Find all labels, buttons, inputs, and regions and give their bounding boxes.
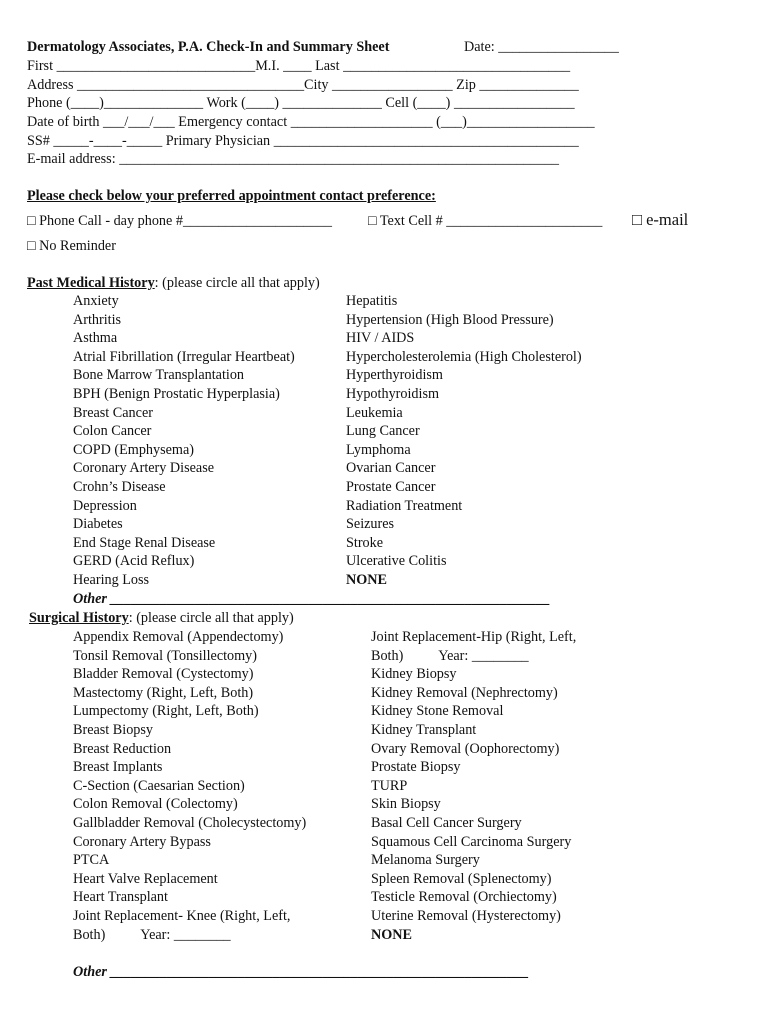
medical-item[interactable]: COPD (Emphysema) xyxy=(73,441,194,458)
medical-item[interactable]: Crohn’s Disease xyxy=(73,478,166,495)
surgical-item-year[interactable]: Both) Year: ________ xyxy=(73,926,231,943)
medical-item[interactable]: Hearing Loss xyxy=(73,571,150,588)
medical-item[interactable]: Ulcerative Colitis xyxy=(346,553,447,570)
phone-fields[interactable]: Phone (____)______________ Work (____) ______________ Cell (____) _________________ xyxy=(27,95,575,111)
medical-item[interactable]: GERD (Acid Reflux) xyxy=(73,553,195,570)
date-field[interactable]: Date: _________________ xyxy=(464,39,619,55)
surgical-item[interactable]: Testicle Removal (Orchiectomy) xyxy=(371,889,557,906)
surgical-item[interactable]: Prostate Biopsy xyxy=(371,759,461,776)
surgical-item-year[interactable]: Both) Year: ________ xyxy=(371,647,529,664)
surgical-item-none[interactable]: NONE xyxy=(371,926,412,943)
surgical-item[interactable]: TURP xyxy=(371,777,408,794)
surgical-item[interactable]: Mastectomy (Right, Left, Both) xyxy=(73,684,254,701)
page-title: Dermatology Associates, P.A. Check-In and Summary Sheet xyxy=(27,39,390,55)
medical-item[interactable]: Coronary Artery Disease xyxy=(73,460,215,477)
surgical-history-heading: Surgical History xyxy=(29,610,129,626)
ss-physician-fields[interactable]: SS# _____-____-_____ Primary Physician ___________________________________________ xyxy=(27,133,579,149)
text-cell-option[interactable]: □ Text Cell # ______________________ xyxy=(368,213,603,229)
medical-item[interactable]: Bone Marrow Transplantation xyxy=(73,367,245,384)
surgical-item[interactable]: Kidney Removal (Nephrectomy) xyxy=(371,684,558,701)
email-option[interactable]: □ e-mail xyxy=(632,210,689,229)
surgical-item[interactable]: Skin Biopsy xyxy=(371,796,441,813)
surgical-item[interactable]: Kidney Stone Removal xyxy=(371,703,504,720)
medical-history-header xyxy=(27,274,320,292)
medical-item[interactable]: Hypertension (High Blood Pressure) xyxy=(346,311,554,328)
medical-item[interactable]: Lung Cancer xyxy=(346,423,420,440)
medical-item[interactable]: Stroke xyxy=(346,534,384,551)
email-field[interactable]: E-mail address: ______________________________________________________________ xyxy=(27,151,560,167)
name-fields[interactable]: First ____________________________M.I. ____ Last ________________________________ xyxy=(27,58,571,74)
surgical-item[interactable]: Heart Transplant xyxy=(73,889,168,906)
surgical-item[interactable]: Ovary Removal (Oophorectomy) xyxy=(371,740,560,757)
surgical-item[interactable]: Breast Biopsy xyxy=(73,721,153,738)
surgical-item[interactable]: Gallbladder Removal (Cholecystectomy) xyxy=(73,814,307,831)
address-fields[interactable]: Address ________________________________City _________________ Zip ______________ xyxy=(27,77,579,93)
medical-left-column xyxy=(73,292,295,590)
surgical-item[interactable]: Squamous Cell Carcinoma Surgery xyxy=(371,833,572,850)
medical-item[interactable]: End Stage Renal Disease xyxy=(73,534,216,551)
surgical-item[interactable]: Joint Replacement- Knee (Right, Left, xyxy=(73,907,291,924)
medical-item[interactable]: Depression xyxy=(73,497,137,514)
medical-item[interactable]: Ovarian Cancer xyxy=(346,460,436,477)
surgical-item[interactable]: Bladder Removal (Cystectomy) xyxy=(73,666,254,683)
contact-preference-heading: Please check below your preferred appointment contact preference: xyxy=(27,188,436,204)
medical-item[interactable]: Hepatitis xyxy=(346,293,398,309)
medical-item-none[interactable]: NONE xyxy=(346,571,387,588)
medical-item[interactable]: Hypothyroidism xyxy=(346,385,440,402)
surgical-right-column xyxy=(371,628,576,944)
surgical-item[interactable]: Heart Valve Replacement xyxy=(73,870,218,887)
surgical-item[interactable]: Uterine Removal (Hysterectomy) xyxy=(371,907,561,924)
no-reminder-option[interactable]: □ No Reminder xyxy=(27,238,116,254)
medical-item[interactable]: BPH (Benign Prostatic Hyperplasia) xyxy=(73,385,280,402)
surgical-item[interactable]: Coronary Artery Bypass xyxy=(73,833,211,850)
medical-history-note: : (please circle all that apply) xyxy=(154,275,320,291)
medical-item[interactable]: Leukemia xyxy=(346,404,403,421)
medical-item[interactable]: Seizures xyxy=(346,516,395,533)
surgical-other-field[interactable]: Other ___________________________________________________________ xyxy=(73,964,529,980)
medical-item[interactable]: Anxiety xyxy=(73,293,119,309)
medical-item[interactable]: Asthma xyxy=(73,330,118,347)
surgical-item[interactable]: Joint Replacement-Hip (Right, Left, xyxy=(371,629,577,645)
surgical-item[interactable]: Breast Implants xyxy=(73,759,163,776)
surgical-item[interactable]: Kidney Transplant xyxy=(371,721,477,738)
medical-item[interactable]: Lymphoma xyxy=(346,441,411,458)
medical-item[interactable]: Radiation Treatment xyxy=(346,497,463,514)
medical-right-column xyxy=(346,292,582,590)
medical-item[interactable]: Hyperthyroidism xyxy=(346,367,443,384)
surgical-item[interactable]: Appendix Removal (Appendectomy) xyxy=(73,629,284,645)
medical-item[interactable]: Colon Cancer xyxy=(73,423,152,440)
surgical-item[interactable]: Melanoma Surgery xyxy=(371,852,480,869)
surgical-item[interactable]: Colon Removal (Colectomy) xyxy=(73,796,238,813)
medical-item[interactable]: Diabetes xyxy=(73,516,123,533)
surgical-item[interactable]: Tonsil Removal (Tonsillectomy) xyxy=(73,647,257,664)
medical-other-field[interactable]: Other ______________________________________________________________ xyxy=(73,591,551,607)
medical-item[interactable]: Breast Cancer xyxy=(73,404,153,421)
medical-item[interactable]: Prostate Cancer xyxy=(346,478,436,495)
surgical-item[interactable]: Kidney Biopsy xyxy=(371,666,457,683)
medical-item[interactable]: Arthritis xyxy=(73,311,122,328)
surgical-item[interactable]: Lumpectomy (Right, Left, Both) xyxy=(73,703,259,720)
medical-item[interactable]: HIV / AIDS xyxy=(346,330,415,347)
medical-item[interactable]: Hypercholesterolemia (High Cholesterol) xyxy=(346,348,582,365)
surgical-history-header xyxy=(29,609,294,627)
surgical-item[interactable]: C-Section (Caesarian Section) xyxy=(73,777,245,794)
surgical-item[interactable]: Basal Cell Cancer Surgery xyxy=(371,814,522,831)
surgical-item[interactable]: Spleen Removal (Splenectomy) xyxy=(371,870,552,887)
surgical-left-column xyxy=(73,628,306,944)
surgical-item[interactable]: Breast Reduction xyxy=(73,740,172,757)
phone-call-option[interactable]: □ Phone Call - day phone #_____________________ xyxy=(27,213,332,229)
medical-history-heading: Past Medical History xyxy=(27,275,155,291)
medical-item[interactable]: Atrial Fibrillation (Irregular Heartbeat) xyxy=(73,348,295,365)
surgical-history-note: : (please circle all that apply) xyxy=(128,610,294,626)
dob-emergency-fields[interactable]: Date of birth ___/___/___ Emergency contact ____________________ (___)__________________ xyxy=(27,114,595,130)
surgical-item[interactable]: PTCA xyxy=(73,852,110,869)
